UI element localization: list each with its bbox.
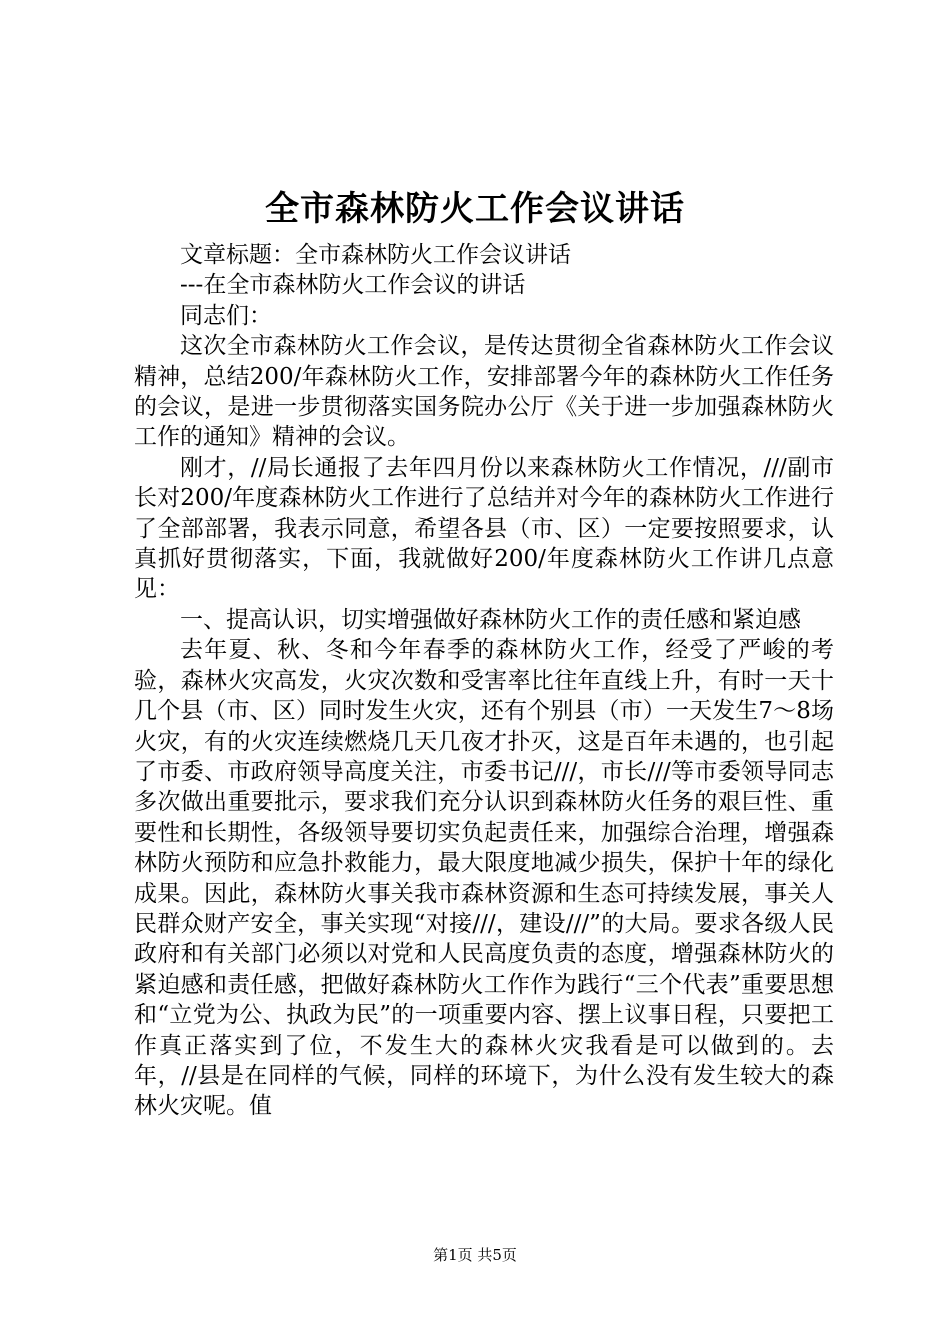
salutation: 同志们： (180, 302, 272, 329)
article-title-line: 文章标题：全市森林防火工作会议讲话 (180, 242, 571, 268)
page-footer: 第1页 共5页 (433, 1246, 517, 1264)
paragraph: 这次全市森林防火工作会议，是传达贯彻全省森林防火工作会议精神，总结200/年森林防火工作，安排部署今年的森林防火工作任务的会议，是进一步贯彻落实国务院办公厅《关于进一步加强森林防火工作的通知》精神的会议。 (134, 333, 834, 451)
document-body (134, 240, 834, 1122)
section-heading: 一、提高认识，切实增强做好森林防火工作的责任感和紧迫感 (180, 606, 801, 633)
paragraph: 刚才，//局长通报了去年四月份以来森林防火工作情况，///副市长对200/年度森林防火工作进行了总结并对今年的森林防火工作进行了全部部署，我表示同意，希望各县（市、区）一定要按照要求，认真抓好贯彻落实，下面，我就做好200/年度森林防火工作讲几点意见： (134, 454, 834, 603)
paragraph: 去年夏、秋、冬和今年春季的森林防火工作，经受了严峻的考验，森林火灾高发，火灾次数和受害率比往年直线上升，有时一天十几个县（市、区）同时发生火灾，还有个别县（市）一天发生7～8场火灾，有的火灾连续燃烧几天几夜才扑灭，这是百年未遇的，也引起了市委、市政府领导高度关注，市委书记///，市长///等市委领导同志多次做出重要批示，要求我们充分认识到森林防火任务的艰巨性、重要性和长期性，各级领导要切实负起责任来，加强综合治理，增强森林防火预防和应急扑救能力，最大限度地减少损失，保护十年的绿化成果。因此，森林防火事关我市森林资源和生态可持续发展，事关人民群众财产安全，事关实现“对接///，建设///”的大局。要求各级人民政府和有关部门必须以对党和人民高度负责的态度，增强森林防火的紧迫感和责任感，把做好森林防火工作作为践行“三个代表”重要思想和“立党为公、执政为民”的一项重要内容、摆上议事日程，只要把工作真正落实到了位，不发生大的森林火灾我看是可以做到的。去年，//县是在同样的气候，同样的环境下，为什么没有发生较大的森林火灾呢。值 (134, 637, 834, 1120)
subtitle-line: ---在全市森林防火工作会议的讲话 (180, 272, 526, 299)
document-title: 全市森林防火工作会议讲话 (265, 189, 685, 229)
